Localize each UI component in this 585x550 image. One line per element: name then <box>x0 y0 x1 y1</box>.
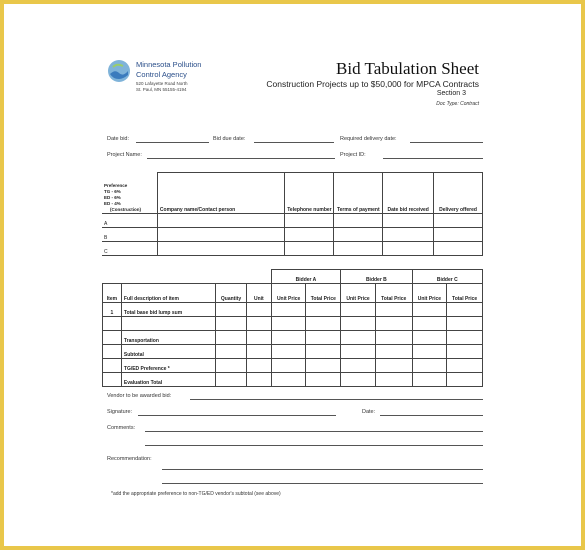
bid-due-date-field[interactable] <box>254 142 334 143</box>
cell[interactable] <box>157 227 285 241</box>
cell[interactable] <box>375 303 412 317</box>
row-label-c: C <box>102 241 157 255</box>
col-quantity: Quantity <box>216 284 247 303</box>
cell[interactable] <box>447 303 483 317</box>
cell[interactable] <box>341 345 376 359</box>
col-unit: Unit <box>246 284 271 303</box>
doc-type-label: Doc Type: Contract <box>436 101 479 107</box>
cell[interactable] <box>341 373 376 387</box>
signature-field[interactable] <box>138 415 336 416</box>
agency-address <box>136 81 188 93</box>
date-field[interactable] <box>380 415 483 416</box>
comments-label: Comments: <box>107 425 136 431</box>
col-telephone: Telephone number <box>285 173 334 214</box>
cell[interactable] <box>447 373 483 387</box>
col-terms: Terms of payment <box>334 173 383 214</box>
item-description: TG/ED Preference * <box>121 359 215 373</box>
document-page <box>4 4 581 546</box>
project-id-field[interactable] <box>383 158 483 159</box>
project-name-label: Project Name: <box>107 152 142 158</box>
cell[interactable] <box>383 227 434 241</box>
cell[interactable] <box>285 241 334 255</box>
item-number: 1 <box>103 303 122 317</box>
row-label-a: A <box>102 213 157 227</box>
bidder-b-header: Bidder B <box>341 270 412 284</box>
cell[interactable] <box>285 227 334 241</box>
item-number <box>103 359 122 373</box>
cell[interactable] <box>216 345 247 359</box>
cell[interactable] <box>306 373 341 387</box>
cell[interactable] <box>271 303 306 317</box>
cell[interactable] <box>412 345 447 359</box>
cell[interactable] <box>447 317 483 331</box>
cell[interactable] <box>306 359 341 373</box>
cell[interactable] <box>341 359 376 373</box>
bid-due-date-label: Bid due date: <box>213 136 246 142</box>
cell[interactable] <box>375 331 412 345</box>
item-description: Total base bid lump sum <box>121 303 215 317</box>
vendor-label: Vendor to be awarded bid: <box>107 393 172 399</box>
col-b-unit-price: Unit Price <box>341 284 376 303</box>
signature-label: Signature: <box>107 409 133 415</box>
col-description: Full description of item <box>121 284 215 303</box>
page-title: Bid Tabulation Sheet <box>336 59 479 78</box>
cell[interactable] <box>216 317 247 331</box>
row-label-b: B <box>102 227 157 241</box>
cell[interactable] <box>306 345 341 359</box>
cell[interactable] <box>271 345 306 359</box>
cell[interactable] <box>447 345 483 359</box>
cell[interactable] <box>341 317 376 331</box>
address-line2: St. Paul, MN 55155-4194 <box>136 87 187 92</box>
bid-items-table <box>102 269 483 387</box>
table-row <box>103 345 483 359</box>
cell[interactable] <box>306 331 341 345</box>
cell[interactable] <box>412 359 447 373</box>
item-description <box>121 317 215 331</box>
cell[interactable] <box>216 373 247 387</box>
cell[interactable] <box>306 317 341 331</box>
cell[interactable] <box>334 227 383 241</box>
cell[interactable] <box>285 213 334 227</box>
table-row <box>103 331 483 345</box>
cell[interactable] <box>447 331 483 345</box>
col-c-total-price: Total Price <box>447 284 483 303</box>
col-company-name: Company name/Contact person <box>157 173 285 214</box>
cell[interactable] <box>216 359 247 373</box>
agency-name-line1: Minnesota Pollution <box>136 60 202 69</box>
comments-field-line2[interactable] <box>145 445 483 446</box>
col-date-received: Date bid received <box>383 173 434 214</box>
date-label: Date: <box>362 409 376 415</box>
cell[interactable] <box>383 213 434 227</box>
bidder-a-header: Bidder A <box>271 270 340 284</box>
cell[interactable] <box>375 359 412 373</box>
required-delivery-date-field[interactable] <box>410 142 483 143</box>
cell[interactable] <box>434 241 483 255</box>
cell[interactable] <box>412 317 447 331</box>
cell[interactable] <box>306 303 341 317</box>
cell[interactable] <box>216 303 247 317</box>
cell[interactable] <box>341 331 376 345</box>
cell[interactable] <box>375 373 412 387</box>
cell[interactable] <box>447 359 483 373</box>
project-id-label: Project ID: <box>340 152 366 158</box>
recommendation-field-line2[interactable] <box>162 483 483 484</box>
col-a-unit-price: Unit Price <box>271 284 306 303</box>
cell[interactable] <box>434 213 483 227</box>
vendor-field[interactable] <box>190 399 483 400</box>
table-row <box>103 359 483 373</box>
item-description: Transportation <box>121 331 215 345</box>
cell[interactable] <box>334 213 383 227</box>
cell[interactable] <box>412 331 447 345</box>
col-item: Item <box>103 284 122 303</box>
item-description: Subtotal <box>121 345 215 359</box>
cell[interactable] <box>375 317 412 331</box>
bidder-c-header: Bidder C <box>412 270 482 284</box>
cell[interactable] <box>383 241 434 255</box>
item-description: Evaluation Total <box>121 373 215 387</box>
cell[interactable] <box>246 345 271 359</box>
cell[interactable] <box>271 317 306 331</box>
cell[interactable] <box>271 331 306 345</box>
table-row <box>103 373 483 387</box>
agency-name-line2: Control Agency <box>136 70 187 79</box>
recommendation-field-line1[interactable] <box>162 469 483 470</box>
col-a-total-price: Total Price <box>306 284 341 303</box>
recommendation-label: Recommendation: <box>107 456 152 462</box>
cell[interactable] <box>271 373 306 387</box>
col-c-unit-price: Unit Price <box>412 284 447 303</box>
preference-header: Preference TG - 6% ED - 6% ED - 4% (Construction) <box>102 173 157 214</box>
cell[interactable] <box>157 213 285 227</box>
cell[interactable] <box>157 241 285 255</box>
cell[interactable] <box>334 241 383 255</box>
item-number <box>103 317 122 331</box>
date-bid-field[interactable] <box>136 142 209 143</box>
mpca-logo-icon <box>107 59 131 83</box>
cell[interactable] <box>246 303 271 317</box>
cell[interactable] <box>341 303 376 317</box>
cell[interactable] <box>375 345 412 359</box>
item-number <box>103 373 122 387</box>
bidder-info-table <box>102 172 483 256</box>
page-subtitle: Construction Projects up to $50,000 for MPCA Contracts <box>266 79 479 89</box>
col-b-total-price: Total Price <box>375 284 412 303</box>
cell[interactable] <box>271 359 306 373</box>
project-name-field[interactable] <box>147 158 335 159</box>
cell[interactable] <box>412 373 447 387</box>
table-row <box>103 303 483 317</box>
cell[interactable] <box>246 331 271 345</box>
cell[interactable] <box>246 373 271 387</box>
cell[interactable] <box>412 303 447 317</box>
table-row <box>103 317 483 331</box>
cell[interactable] <box>246 317 271 331</box>
cell[interactable] <box>216 331 247 345</box>
cell[interactable] <box>246 359 271 373</box>
required-delivery-date-label: Required delivery date: <box>340 136 397 142</box>
comments-field-line1[interactable] <box>145 431 483 432</box>
item-number <box>103 345 122 359</box>
address-line1: 520 Lafayette Road North <box>136 81 188 86</box>
col-delivery: Delivery offered <box>434 173 483 214</box>
section-label: Section 3 <box>436 90 466 97</box>
footnote: *add the appropriate preference to non-TG/ED vendor's subtotal (see above) <box>111 491 281 497</box>
cell[interactable] <box>434 227 483 241</box>
item-number <box>103 331 122 345</box>
date-bid-label: Date bid: <box>107 136 130 142</box>
